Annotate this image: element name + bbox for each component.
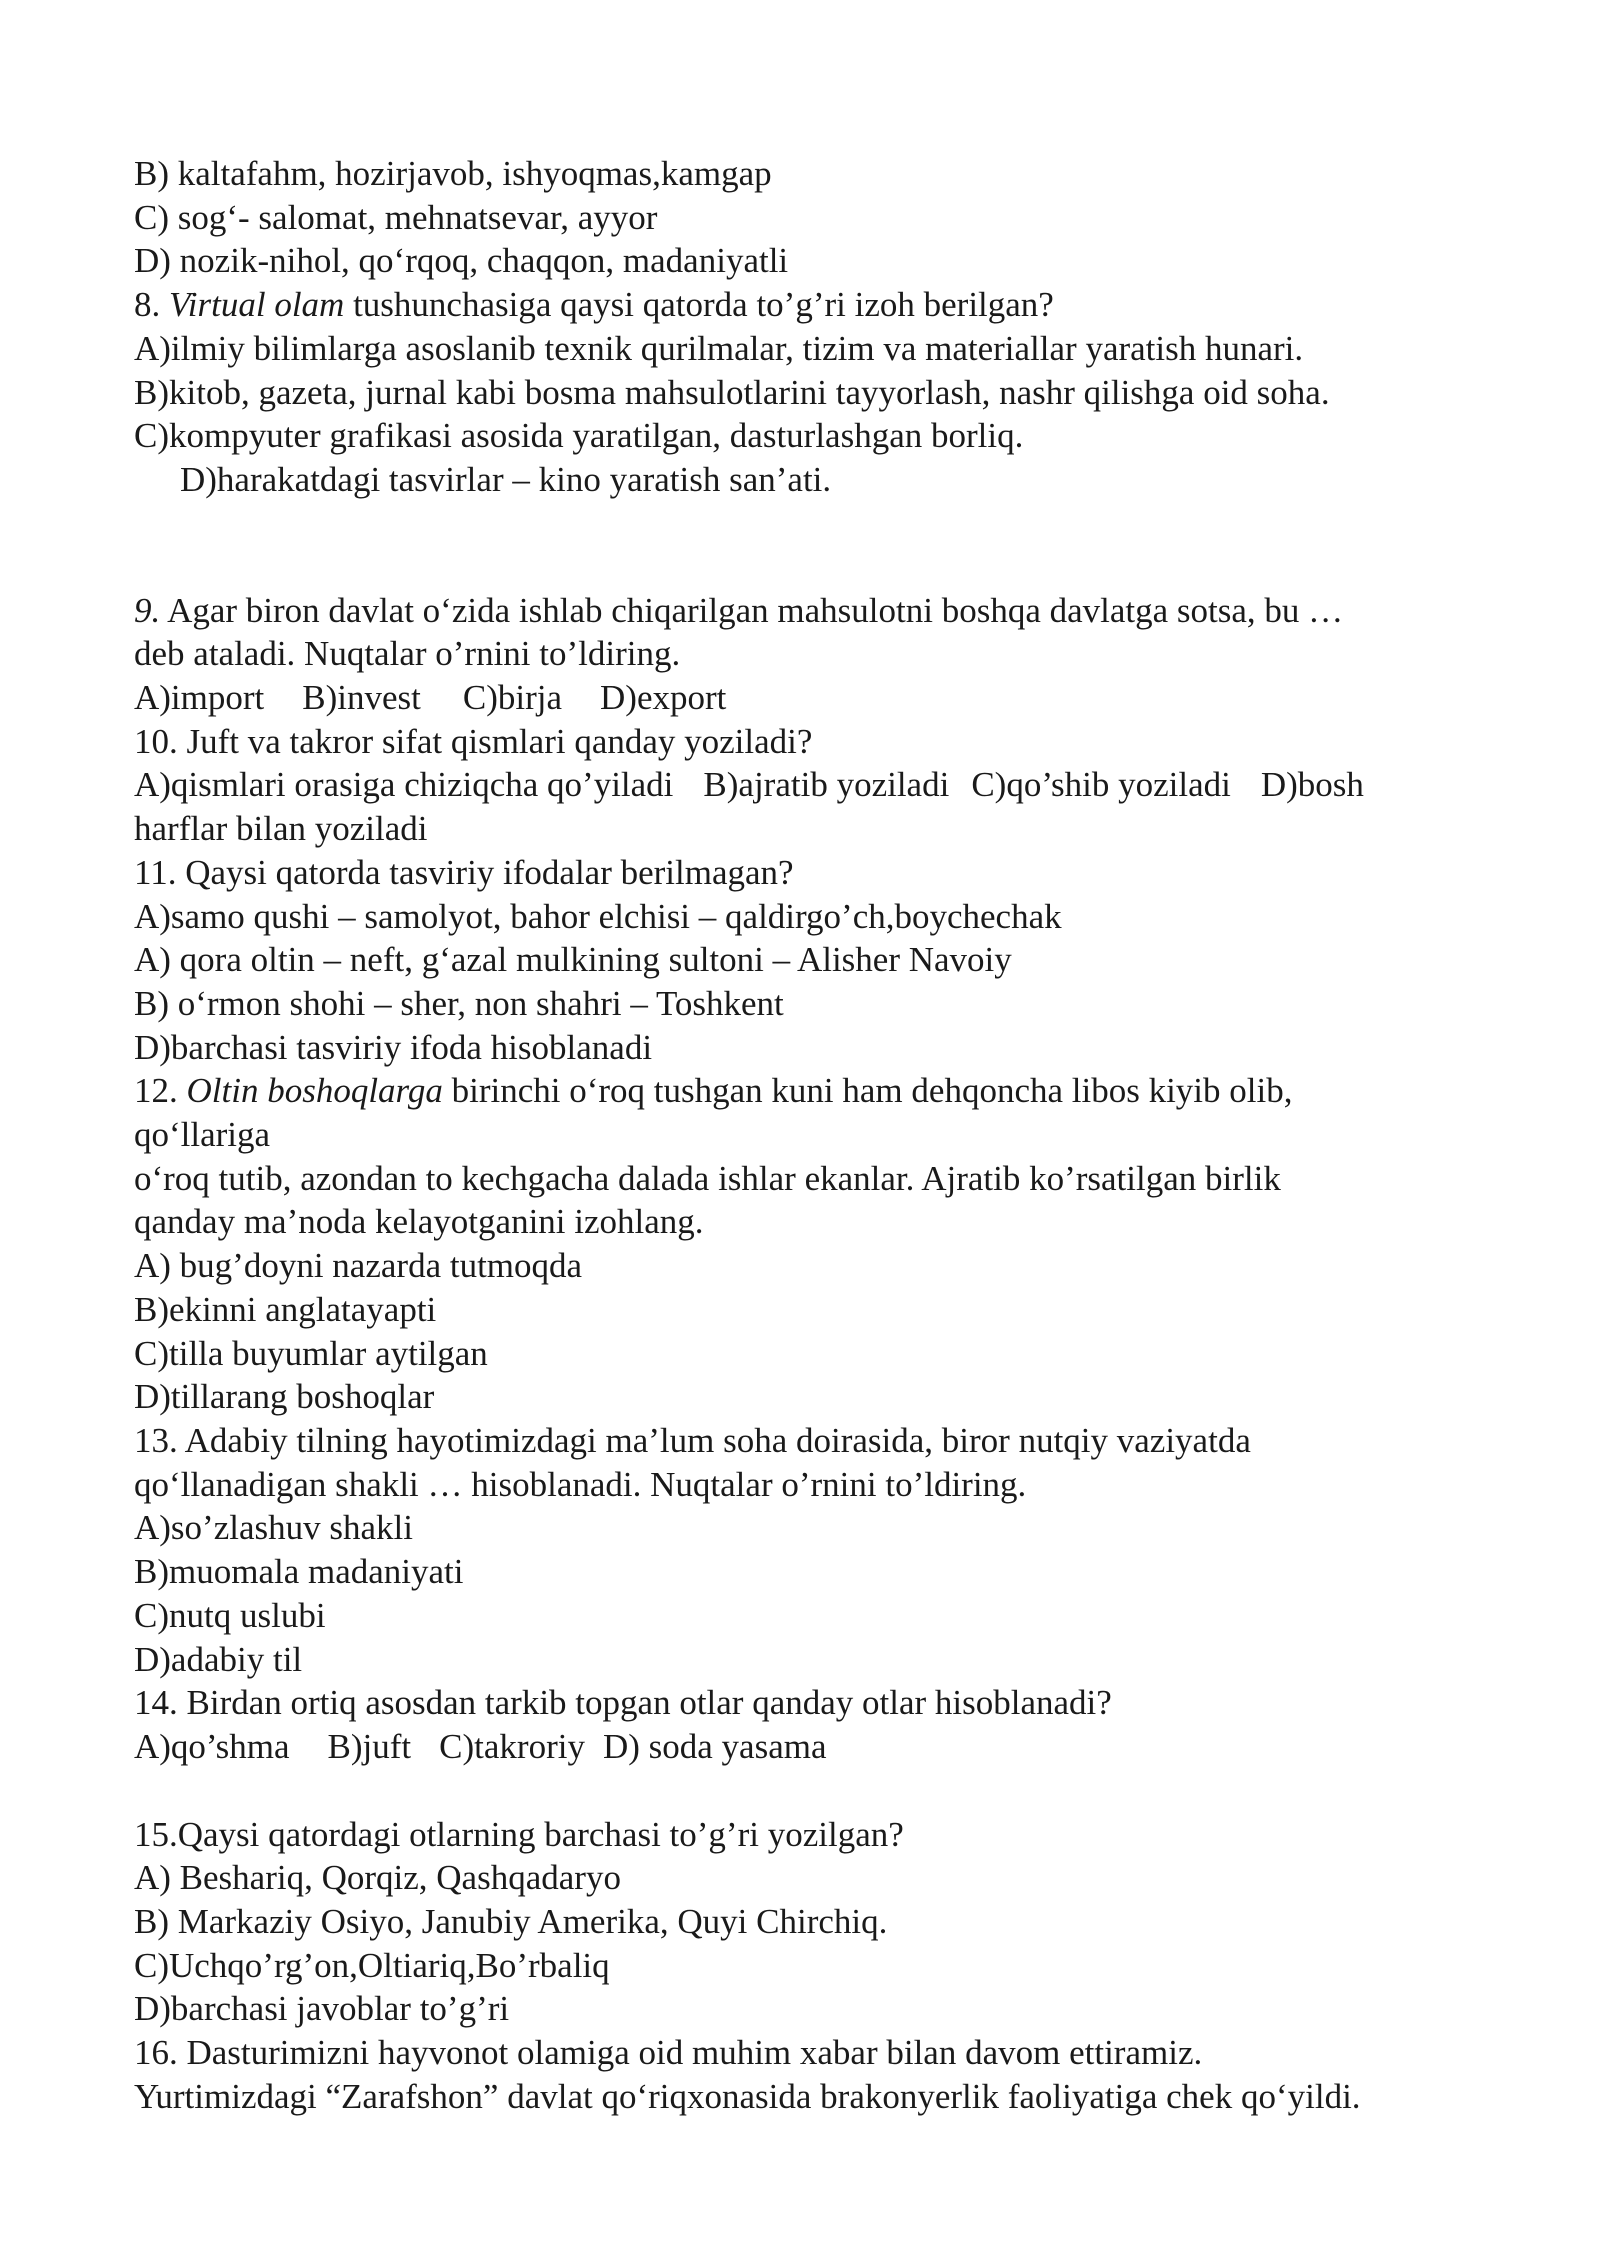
q13-option-b: B)muomala madaniyati	[134, 1552, 464, 1592]
q11-option-d: D)barchasi tasviriy ifoda hisoblanadi	[134, 1027, 653, 1067]
q9-question-cont: deb ataladi. Nuqtalar o’rnini to’ldiring.	[134, 634, 681, 674]
q9-option-c: C)birja	[462, 678, 563, 718]
q12-question-cont-3: qanday ma’noda kelayotganini izohlang.	[134, 1202, 704, 1242]
q11-option-a1: A)samo qushi – samolyot, bahor elchisi – qaldirgo’ch,boychechak	[134, 896, 1062, 936]
q8-option-c: C)kompyuter grafikasi asosida yaratilgan, dasturlashgan borliq.	[134, 416, 1024, 456]
q13-question-cont: qo‘llanadigan shakli … hisoblanadi. Nuqtalar o’rnini to’ldiring.	[134, 1464, 1027, 1504]
q12-option-c: C)tilla buyumlar aytilgan	[134, 1333, 488, 1373]
q12-option-a: A) bug’doyni nazarda tutmoqda	[134, 1246, 583, 1286]
q12-question-cont-2: o‘roq tutib, azondan to kechgacha dalada ishlar ekanlar. Ajratib ko’rsatilgan birlik	[134, 1158, 1281, 1198]
q8-term: Virtual olam	[169, 285, 345, 325]
q11-option-b: B) o‘rmon shohi – sher, non shahri – Toshkent	[134, 983, 784, 1023]
q10-option-b: B)ajratib yoziladi	[703, 765, 950, 805]
q11-question: 11. Qaysi qatorda tasviriy ifodalar berilmagan?	[134, 852, 794, 892]
q12-number: 12.	[134, 1071, 178, 1111]
q8-option-d: D)harakatdagi tasvirlar – kino yaratish san’ati.	[180, 459, 832, 499]
document-text	[134, 152, 1534, 2119]
q8-question-text: tushunchasiga qaysi qatorda to’g’ri izoh berilgan?	[344, 285, 1054, 325]
q12-term: Oltin boshoqlarga	[186, 1071, 443, 1111]
q15-question: 15.Qaysi qatordagi otlarning barchasi to’g’ri yozilgan?	[134, 1814, 904, 1854]
q10-option-d-cont: harflar bilan yoziladi	[134, 809, 428, 849]
q8-option-a: A)ilmiy bilimlarga asoslanib texnik qurilmalar, tizim va materiallar yaratish hunari.	[134, 328, 1304, 368]
q10-option-c: C)qo’shib yoziladi	[971, 765, 1231, 805]
q9-option-a: A)import	[134, 678, 265, 718]
q9-number: 9.	[134, 590, 161, 630]
q14-options	[134, 1725, 1534, 1769]
q14-option-b: B)juft	[327, 1726, 412, 1766]
q7-option-b: B) kaltafahm, hozirjavob, ishyoqmas,kamgap	[134, 154, 772, 193]
q12-option-b: B)ekinni anglatayapti	[134, 1289, 437, 1329]
q9-option-b: B)invest	[302, 678, 421, 718]
q9-question	[134, 589, 1534, 633]
q14-option-d: D) soda yasama	[602, 1726, 827, 1766]
q9-options	[134, 676, 1534, 720]
q15-option-a: A) Beshariq, Qorqiz, Qashqadaryo	[134, 1858, 621, 1898]
q10-question: 10. Juft va takror sifat qismlari qanday yoziladi?	[134, 721, 813, 761]
q15-option-d: D)barchasi javoblar to’g’ri	[134, 1989, 510, 2029]
q8-question	[134, 283, 1534, 327]
q16-question: 16. Dasturimizni hayvonot olamiga oid muhim xabar bilan davom ettiramiz.	[134, 2033, 1203, 2073]
q15-option-b: B) Markaziy Osiyo, Janubiy Amerika, Quyi Chirchiq.	[134, 1902, 888, 1942]
q12-option-d: D)tillarang boshoqlar	[134, 1377, 435, 1417]
q16-question-cont: Yurtimizdagi “Zarafshon” davlat qo‘riqxonasida brakonyerlik faoliyatiga chek qo‘yildi.	[134, 2076, 1361, 2116]
q15-option-c: C)Uchqo’rg’on,Oltiariq,Bo’rbaliq	[134, 1945, 610, 1985]
q14-question: 14. Birdan ortiq asosdan tarkib topgan otlar qanday otlar hisoblanadi?	[134, 1683, 1112, 1723]
q11-option-a2: A) qora oltin – neft, g‘azal mulkining sultoni – Alisher Navoiy	[134, 940, 1012, 980]
q12-question	[134, 1069, 1534, 1113]
q13-option-c: C)nutq uslubi	[134, 1595, 326, 1635]
q8-number: 8.	[134, 285, 161, 325]
q10-options	[134, 763, 1534, 807]
q13-option-a: A)so’zlashuv shakli	[134, 1508, 413, 1548]
q12-question-text: birinchi o‘roq tushgan kuni ham dehqoncha libos kiyib olib,	[442, 1071, 1293, 1111]
q8-option-b: B)kitob, gazeta, jurnal kabi bosma mahsulotlarini tayyorlash, nashr qilishga oid soha.	[134, 372, 1330, 412]
q14-option-a: A)qo’shma	[134, 1726, 290, 1766]
q12-question-cont-1: qo‘llariga	[134, 1115, 271, 1155]
q14-option-c: C)takroriy	[439, 1726, 585, 1766]
q10-option-d: D)bosh	[1260, 765, 1364, 805]
q10-option-a: A)qismlari orasiga chiziqcha qo’yiladi	[134, 765, 674, 805]
q13-question: 13. Adabiy tilning hayotimizdagi ma’lum soha doirasida, biror nutqiy vaziyatda	[134, 1420, 1251, 1460]
q7-option-c: C) sog‘- salomat, mehnatsevar, ayyor	[134, 197, 658, 237]
q9-option-d: D)export	[600, 678, 727, 718]
q7-option-d: D) nozik-nihol, qo‘rqoq, chaqqon, madaniyatli	[134, 241, 789, 281]
q9-question-text: Agar biron davlat o‘zida ishlab chiqarilgan mahsulotni boshqa davlatga sotsa, bu …	[160, 590, 1344, 630]
q13-option-d: D)adabiy til	[134, 1639, 303, 1679]
